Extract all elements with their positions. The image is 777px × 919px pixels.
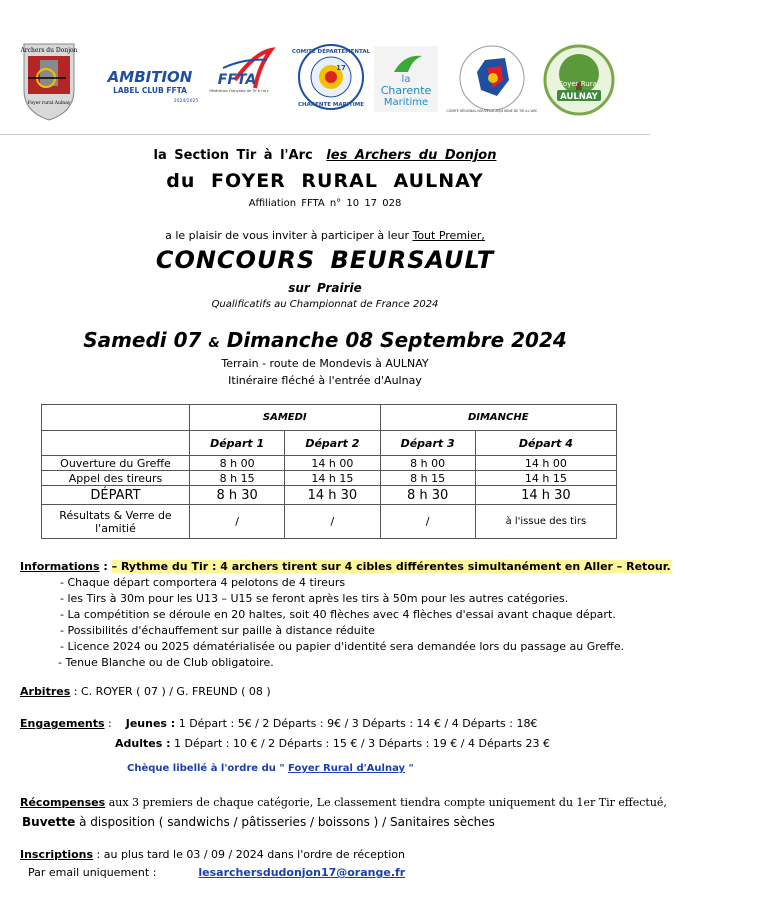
- logo-bar: [0, 40, 650, 120]
- foyer-rural-aulnay-logo: [543, 44, 615, 116]
- club-name: les Archers du Donjon: [326, 148, 497, 163]
- svg-text:2024/2025: 2024/2025: [173, 99, 199, 104]
- schedule-table: [41, 404, 617, 539]
- svg-text:COMITÉ DÉPARTEMENTAL: COMITÉ DÉPARTEMENTAL: [291, 49, 371, 55]
- event-dates: Samedi 07 & Dimanche 08 Septembre 2024: [83, 328, 567, 352]
- engagements-jeunes: Engagements : Jeunes : 1 Départ : 5€ / 2 Départs : 9€ / 3 Départs : 14 € / 4 Départs : 18€: [20, 717, 538, 730]
- engagements-adultes: Adultes : 1 Départ : 10 € / 2 Départs : 15 € / 3 Départs : 19 € / 4 Départs 23 €: [115, 737, 551, 750]
- competition-subtitle: sur Prairie: [288, 281, 362, 295]
- header-divider: [0, 134, 650, 135]
- informations-heading: Informations : – Rythme du Tir : 4 archers tirent sur 4 cibles différentes simultanément en Aller – Retour.: [20, 560, 671, 573]
- foyer-title: du FOYER RURAL AULNAY: [166, 170, 484, 192]
- svg-text:COMITÉ RÉGIONAL NOUVELLE-AQUIT: COMITÉ RÉGIONAL NOUVELLE-AQUITAINE DE TIR A L'ARC: [446, 109, 538, 113]
- venue: Terrain - route de Mondevis à AULNAY: [221, 357, 429, 370]
- invitation-line: a le plaisir de vous inviter à participer à leur Tout Premier,: [165, 229, 485, 242]
- rythme-highlight: – Rythme du Tir : 4 archers tirent sur 4 cibles différentes simultanément en Aller – Retour.: [111, 560, 671, 573]
- charente-maritime-logo: [374, 46, 438, 112]
- email-line: Par email uniquement : lesarchersdudonjon17@orange.fr: [28, 866, 406, 879]
- ambition-label-logo: [90, 68, 210, 108]
- comite-departemental-logo: [291, 42, 371, 112]
- day-samedi: SAMEDI: [190, 405, 381, 431]
- info-item: - Licence 2024 ou 2025 dématérialisée ou papier d'identité sera demandée lors du passage au Greffe.: [60, 640, 625, 653]
- table-row: Ouverture du Greffe 8 h 00 14 h 00 8 h 00 14 h 00: [42, 456, 617, 471]
- svg-text:Fédération Française de Tir à: Fédération Française de Tir à l'Arc: [209, 89, 269, 93]
- affiliation: Affiliation FFTA n° 10 17 028: [248, 198, 402, 209]
- svg-text:Foyer Rural: Foyer Rural: [559, 80, 599, 88]
- svg-text:Maritime: Maritime: [383, 97, 429, 108]
- info-item: - La compétition se déroule en 20 haltes, soit 40 flèches avec 4 flèches d'essai avant chaque départ.: [60, 608, 616, 621]
- buvette-line: Buvette à disposition ( sandwichs / pâtisseries / boissons ) / Sanitaires sèches: [22, 815, 495, 829]
- day-dimanche: DIMANCHE: [380, 405, 617, 431]
- svg-text:Foyer rural Aulnay: Foyer rural Aulnay: [27, 101, 71, 106]
- table-header-departs: [42, 431, 617, 456]
- depart-header: Départ 1: [190, 431, 285, 456]
- svg-text:la: la: [401, 74, 411, 85]
- table-header-days: [42, 405, 617, 431]
- table-row: DÉPART 8 h 30 14 h 30 8 h 30 14 h 30: [42, 486, 617, 505]
- table-row: Résultats & Verre de l'amitié / / / à l'issue des tirs: [42, 505, 617, 539]
- ffta-logo: [209, 48, 275, 108]
- svg-text:LABEL CLUB FFTA: LABEL CLUB FFTA: [113, 86, 187, 95]
- archers-du-donjon-logo: [22, 42, 76, 122]
- cheque-line: Chèque libellé à l'ordre du " Foyer Rural d'Aulnay ": [127, 763, 414, 774]
- svg-text:Archers du Donjon: Archers du Donjon: [20, 47, 78, 54]
- competition-title: CONCOURS BEURSAULT: [155, 246, 495, 274]
- svg-text:FFTA: FFTA: [217, 72, 257, 88]
- svg-text:17: 17: [336, 64, 346, 72]
- email-link[interactable]: lesarchersdudonjon17@orange.fr: [198, 866, 406, 879]
- depart-header: Départ 3: [380, 431, 475, 456]
- info-item: - les Tirs à 30m pour les U13 – U15 se feront après les tirs à 50m pour les autres catégories.: [60, 592, 569, 605]
- svg-text:Charente: Charente: [380, 84, 432, 97]
- svg-text:CHARENTE MARITIME: CHARENTE MARITIME: [298, 102, 364, 108]
- info-item: - Possibilités d'échauffement sur paille à distance réduite: [60, 624, 375, 637]
- recompenses-line: Récompenses aux 3 premiers de chaque catégorie, Le classement tiendra compte uniquement du 1er Tir effectué,: [20, 796, 667, 809]
- depart-header: Départ 4: [475, 431, 616, 456]
- svg-text:AULNAY: AULNAY: [560, 92, 598, 102]
- svg-text:AMBITION: AMBITION: [107, 68, 193, 86]
- depart-header: Départ 2: [285, 431, 380, 456]
- club-section-line: la Section Tir à l'Arc les Archers du Donjon: [153, 148, 497, 163]
- table-row: Appel des tireurs 8 h 15 14 h 15 8 h 15 14 h 15: [42, 471, 617, 486]
- comite-regional-logo: [446, 40, 538, 116]
- info-item: - Chaque départ comportera 4 pelotons de 4 tireurs: [60, 576, 346, 589]
- info-item: - Tenue Blanche ou de Club obligatoire.: [58, 656, 274, 669]
- arbitres-line: Arbitres : C. ROYER ( 07 ) / G. FREUND ( 08 ): [20, 685, 271, 698]
- route-note: Itinéraire fléché à l'entrée d'Aulnay: [228, 374, 422, 387]
- inscriptions-line: Inscriptions : au plus tard le 03 / 09 / 2024 dans l'ordre de réception: [20, 848, 405, 861]
- qualification-note: Qualificatifs au Championnat de France 2024: [211, 299, 439, 310]
